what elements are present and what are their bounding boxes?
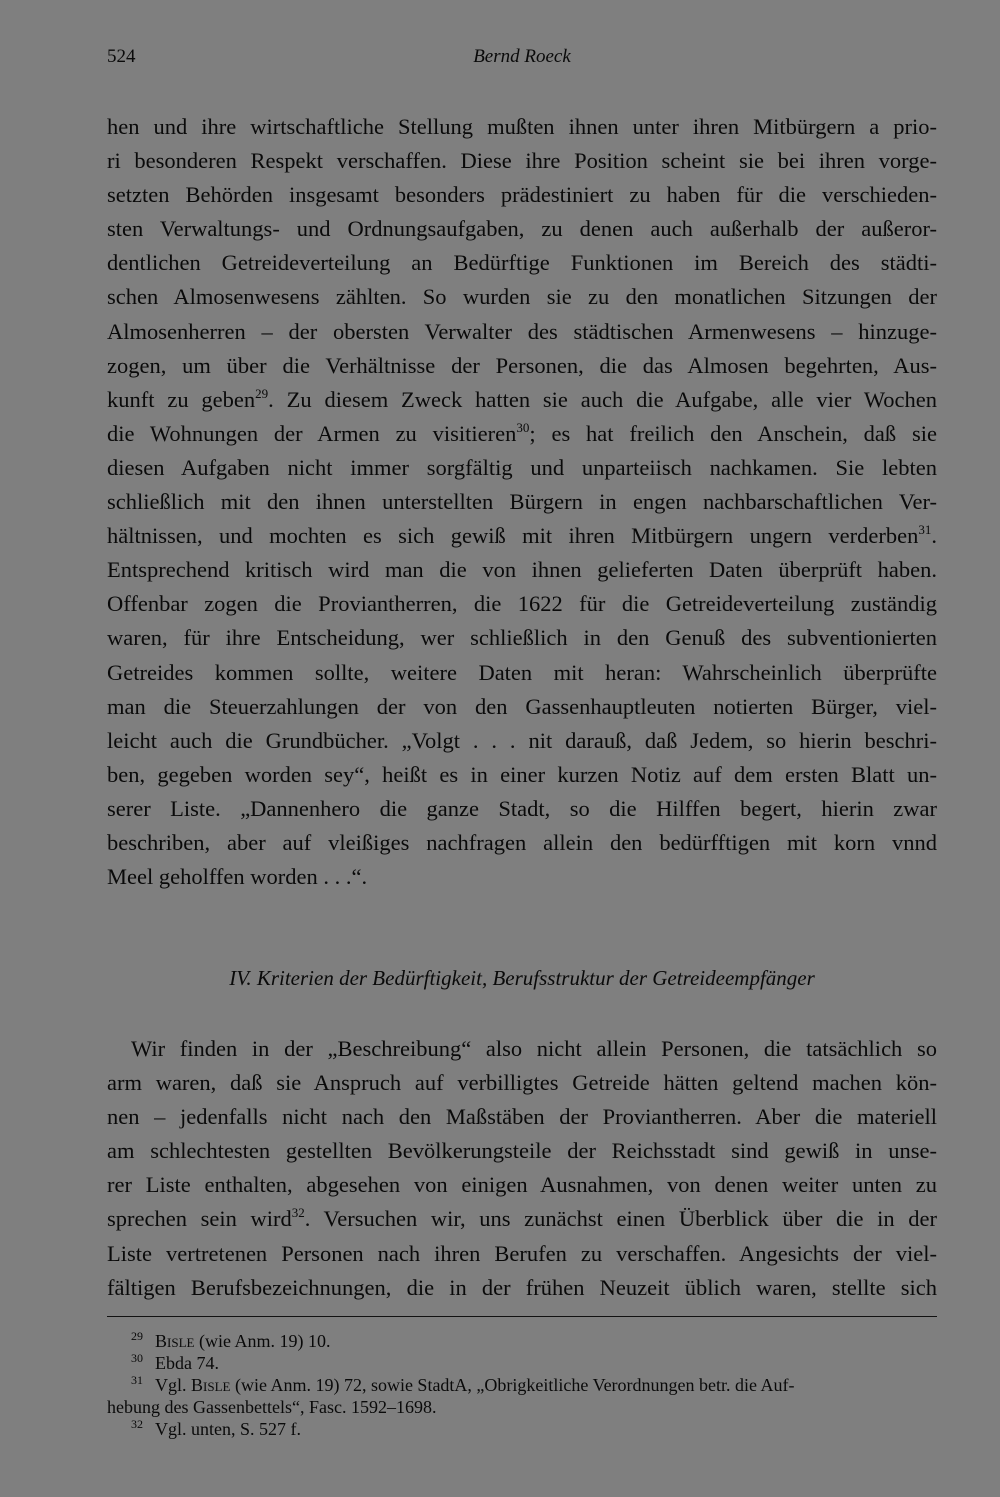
text-line [107, 383, 937, 417]
body-text [107, 110, 937, 894]
footnote-ref: 31 [918, 522, 932, 538]
text-line: Liste vertretenen Personen nach ihren Berufen zu verschaffen. Angesichts der viel- [107, 1240, 937, 1266]
text-line: am schlechtesten gestellten Bevölkerungsteile der Reichsstadt sind gewiß in unse- [107, 1138, 937, 1164]
text-line: dentlichen Getreideverteilung an Bedürftige Funktionen im Bereich des städti- [107, 250, 937, 276]
footnote-text: Vgl. unten, S. 527 f. [155, 1419, 301, 1439]
footnote: 29 Bisle (wie Anm. 19) 10. [131, 1329, 331, 1351]
text-line: waren, für ihre Entscheidung, wer schließlich in den Genuß des subventionierten [107, 625, 937, 651]
text-fragment: . [931, 523, 937, 549]
text-fragment: sprechen sein wird [107, 1206, 292, 1232]
section-text [107, 1032, 937, 1305]
footnote-text: (wie Anm. 19) 72, sowie StadtA, „Obrigkeitliche Verordnungen betr. die Auf- [230, 1375, 795, 1395]
footnote-ref: 32 [291, 1205, 305, 1221]
text-line: sten Verwaltungs- und Ordnungsaufgaben, zu denen auch außerhalb der außeror- [107, 216, 937, 242]
text-fragment: hältnissen, und mochten es sich gewiß mit ihren Mitbürgern ungern verderben [107, 523, 919, 549]
running-head: Bernd Roeck [473, 46, 571, 67]
section-heading: IV. Kriterien der Bedürftigkeit, Berufsstruktur der Getreideempfänger [229, 966, 815, 990]
text-line [107, 519, 937, 553]
text-line: serer Liste. „Dannenhero die ganze Stadt, so die Hilffen begert, hierin zwar [107, 795, 937, 821]
text-line: hen und ihre wirtschaftliche Stellung mußten ihnen unter ihren Mitbürgern a prio- [107, 114, 937, 139]
text-line: schließlich mit den ihnen unterstellten Bürgern in engen nachbarschaftlichen Ver- [107, 489, 937, 515]
footnote-text: Ebda 74. [155, 1353, 219, 1373]
text-line: beschriben, aber auf vleißiges nachfragen allein den bedürfftigen mit korn vnnd [107, 829, 937, 855]
text-fragment: . Versuchen wir, uns zunächst einen Überblick über die in der [304, 1206, 937, 1232]
footnote-author: Bisle [155, 1331, 195, 1351]
text-line: schen Almosenwesens zählten. So wurden sie zu den monatlichen Sitzungen der [107, 284, 937, 310]
page-number: 524 [107, 46, 136, 67]
text-line: nen – jedenfalls nicht nach den Maßstäben der Proviantherren. Aber die materiell [107, 1104, 937, 1130]
text-line: Offenbar zogen die Proviantherren, die 1622 für die Getreideverteilung zuständig [107, 591, 937, 617]
text-line: Entsprechend kritisch wird man die von ihnen gelieferten Daten überprüft haben. [107, 557, 937, 583]
footnotes [107, 1330, 937, 1440]
footnote-prefix: Vgl. [155, 1375, 191, 1395]
text-line: zogen, um über die Verhältnisse der Personen, die das Almosen begehrten, Aus- [107, 352, 937, 378]
text-line: fältigen Berufsbezeichnungen, die in der frühen Neuzeit üblich waren, stellte sich [107, 1274, 937, 1300]
text-line: rer Liste enthalten, abgesehen von einigen Ausnahmen, von denen weiter unten zu [107, 1172, 937, 1198]
footnote-ref: 30 [516, 419, 530, 435]
footnote: 31 Vgl. Bisle (wie Anm. 19) 72, sowie StadtA, „Obrigkeitliche Verordnungen betr. die Auf- [131, 1373, 795, 1395]
text-line: ri besonderen Respekt verschaffen. Diese ihre Position scheint sie bei ihren vorge- [107, 148, 937, 174]
text-line [107, 1202, 937, 1236]
text-line: Getreides kommen sollte, weitere Daten mit heran: Wahrscheinlich überprüfte [107, 659, 937, 685]
text-line: Almosenherren – der obersten Verwalter des städtischen Armenwesens – hinzuge- [107, 318, 937, 344]
page-header [107, 46, 937, 76]
text-line: arm waren, daß sie Anspruch auf verbilligtes Getreide hätten geltend machen kön- [107, 1070, 937, 1096]
text-fragment: ; es hat freilich den Anschein, daß sie [529, 420, 938, 446]
text-line: Wir finden in der „Beschreibung“ also nicht allein Personen, die tatsächlich so [131, 1036, 937, 1061]
text-fragment: kunft zu geben [107, 386, 256, 412]
footnote: 30 Ebda 74. [131, 1351, 219, 1373]
text-line: ben, gegeben worden sey“, heißt es in einer kurzen Notiz auf dem ersten Blatt un- [107, 761, 937, 787]
text-fragment: . Zu diesem Zweck hatten sie auch die Aufgabe, alle vier Wochen [268, 386, 937, 412]
text-line: diesen Aufgaben nicht immer sorgfältig und unparteiisch nachkamen. Sie lebten [107, 454, 937, 480]
footnote: 32 Vgl. unten, S. 527 f. [131, 1417, 301, 1439]
footnote-author: Bisle [191, 1375, 231, 1395]
footnote-text: (wie Anm. 19) 10. [194, 1331, 331, 1351]
text-line [107, 417, 937, 451]
text-fragment: die Wohnungen der Armen zu visitieren [107, 420, 517, 446]
text-line: leicht auch die Grundbücher. „Volgt . . . nit darauß, daß Jedem, so hierin beschri- [107, 727, 937, 753]
text-line: man die Steuerzahlungen der von den Gassenhauptleuten notierten Bürger, viel- [107, 693, 937, 719]
text-line: setzten Behörden insgesamt besonders prädestiniert zu haben für die verschieden- [107, 182, 937, 208]
footnote-divider [107, 1316, 937, 1317]
text-line: Meel geholffen worden . . .“. [107, 864, 368, 890]
footnote-ref: 29 [255, 385, 269, 401]
footnote-continuation: hebung des Gassenbettels“, Fasc. 1592–1698. [107, 1397, 437, 1417]
